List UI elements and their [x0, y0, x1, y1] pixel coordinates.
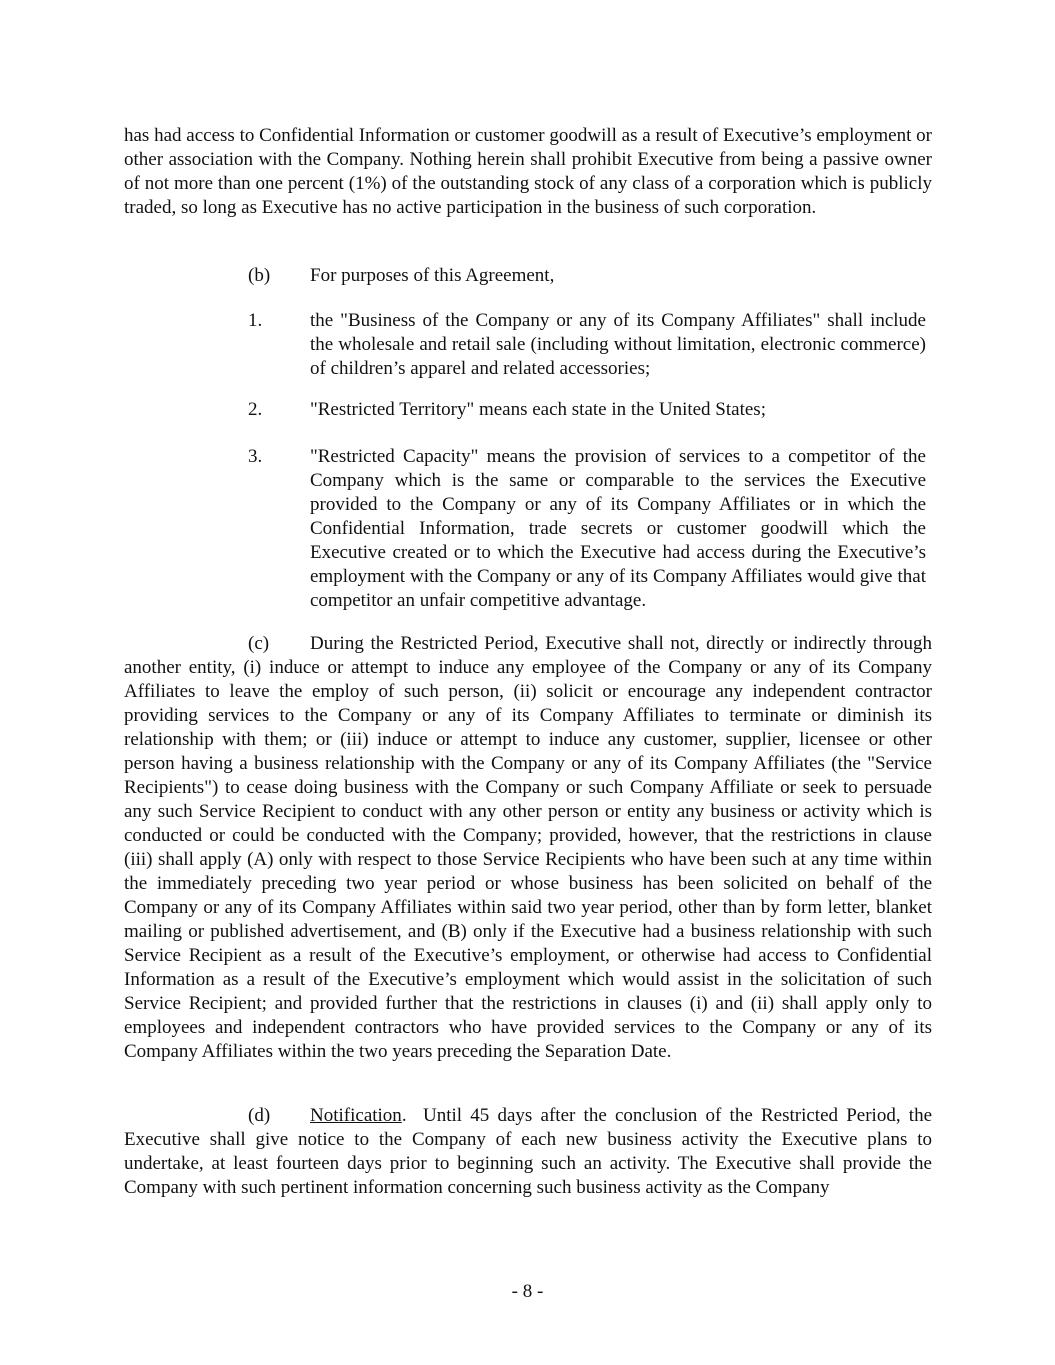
section-c [124, 632, 932, 1064]
definition-text: the "Business of the Company or any of its Company Affiliates" shall include the wholesale and retail sale (including without limitation, electronic commerce) of children’s apparel and related accessories; [310, 310, 926, 379]
definition-text: "Restricted Capacity" means the provision of services to a competitor of the Company which is the same or comparable to the services the Executive provided to the Company or any of its Company Affiliates or in which the Confidential Information, trade secrets or customer goodwill which the Executive created or to which the Executive had access during the Executive’s employment with the Company or any of its Company Affiliates would give that competitor an unfair competitive advantage. [310, 446, 926, 611]
section-d-heading: Notification [310, 1105, 402, 1126]
definition-marker: 1. [248, 310, 263, 331]
section-d-text: Until 45 days after the conclusion of the Restricted Period, the Executive shall give notice to the Company of each new business activity the Executive plans to undertake, at least fourteen days prior to beginning such an activity. The Executive shall provide the Company with such pertinent information concerning such business activity as the Company [124, 1105, 932, 1198]
section-d: (d) Notification. Until 45 days after the conclusion of the Restricted Period, the Executive shall give notice to the Company of each new business activity the Executive plans to undertake, at least fourteen days prior to beginning such an activity. The Executive shall provide the Company with such pertinent information concerning such business activity as the Company [124, 1105, 932, 1198]
definition-text: "Restricted Territory" means each state in the United States; [310, 399, 766, 420]
definition-marker: 3. [248, 446, 263, 467]
paragraph-intro: has had access to Confidential Information or customer goodwill as a result of Executive’s employment or other association with the Company. Nothing herein shall prohibit Executive from being a passive owner of not more than one percent (1%) of the outstanding stock of any class of a corporation which is publicly traded, so long as Executive has no active participation in the business of such corporation. [124, 125, 932, 218]
section-c-text: During the Restricted Period, Executive shall not, directly or indirectly through another entity, (i) induce or attempt to induce any employee of the Company or any of its Company Affiliates to leave the employ of such person, (ii) solicit or encourage any independent contractor providing services to the Company or any of its Company Affiliates to terminate or diminish its relationship with them; or (iii) induce or attempt to induce any customer, supplier, licensee or other person having a business relationship with the Company or any of its Company Affiliates (the "Service Recipients") to cease doing business with the Company or such Company Affiliate or seek to persuade any such Service Recipient to conduct with any other person or entity any business or activity which is conducted or could be conducted with the Company; provided, however, that the restrictions in clause (iii) shall apply (A) only with respect to those Service Recipients who have been such at any time within the immediately preceding two year period or whose business has been solicited on behalf of the Company or any of its Company Affiliates within said two year period, other than by form letter, blanket mailing or published advertisement, and (B) only if the Executive had a business relationship with such Service Recipient as a result of the Executive’s employment, or otherwise had access to Confidential Information as a result of the Executive’s employment which would assist in the solicitation of such Service Recipient; and provided further that the restrictions in clauses (i) and (ii) shall apply only to employees and independent contractors who have provided services to the Company or any of its Company Affiliates within the two years preceding the Separation Date. [124, 633, 932, 1062]
section-b-marker: (b) [248, 265, 271, 286]
definition-marker: 2. [248, 399, 263, 420]
section-d-marker: (d) [248, 1105, 271, 1126]
section-b-text: For purposes of this Agreement, [310, 265, 555, 286]
section-c-marker: (c) [248, 633, 270, 654]
page-number: - 8 - [511, 1281, 544, 1302]
